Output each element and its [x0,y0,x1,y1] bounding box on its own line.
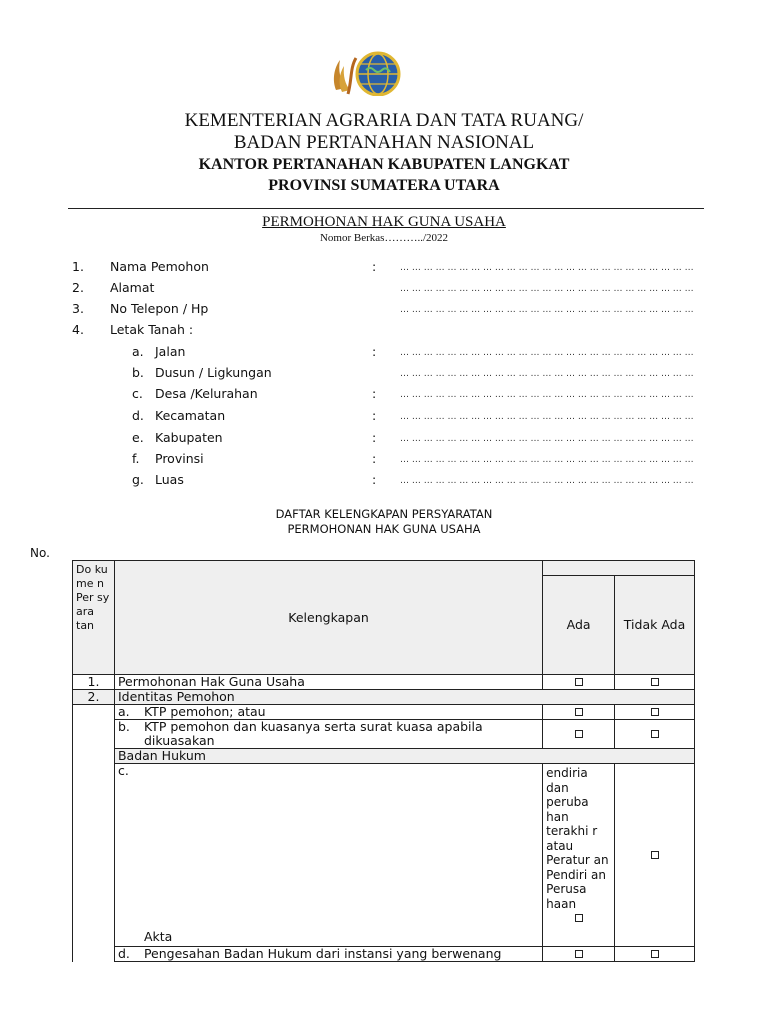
subfield-label: Luas [155,472,184,487]
field-address-input[interactable]: … … … … … … … … … … … … … … … … … … … … … … … … … [400,284,694,294]
field-jalan-input[interactable]: … … … … … … … … … … … … … … … … … … … … … … … … … [400,348,694,358]
header-agency: BADAN PERTANAHAN NASIONAL [233,132,535,153]
row-number-empty [73,705,115,962]
subfield-letter: a. [132,344,144,359]
field-label: No Telepon / Hp [110,301,209,316]
field-label: Alamat [110,280,155,295]
field-kabupaten-input[interactable]: … … … … … … … … … … … … … … … … … … … … … … … … … [400,434,694,444]
checkbox-tidak-ada[interactable] [615,720,695,749]
checkbox-ada[interactable] [543,947,615,962]
row-text: b. KTP pemohon dan kuasanya serta surat kuasa apabila dikuasakan [114,720,542,749]
checklist-title: DAFTAR KELENGKAPAN PERSYARATAN [275,507,493,521]
row-text: c. Akta [114,764,542,947]
field-phone-input[interactable]: … … … … … … … … … … … … … … … … … … … … … … … … … [400,305,694,315]
field-desa-input[interactable]: … … … … … … … … … … … … … … … … … … … … … … … … … [400,390,694,400]
col-header-kelengkapan: Kelengkapan [114,561,542,675]
table-row [73,675,695,690]
table-row [73,764,695,947]
subfield-letter: c. [132,386,143,401]
field-colon: : [372,386,377,401]
checkbox-ada[interactable] [543,720,615,749]
ada-cell-text: endiria dan peruba han terakhi r atau Peratur an Pendiri an Perusa haan [543,764,615,947]
subfield-label: Provinsi [155,451,204,466]
row-text: Identitas Pemohon [114,690,694,705]
subfield-letter: g. [132,472,144,487]
row-text: d. Pengesahan Badan Hukum dari instansi yang berwenang [114,947,542,962]
col-header-doc: Do ku me n Per sy ara tan [73,561,115,675]
table-row [73,720,695,749]
table-row [73,705,695,720]
field-colon: : [372,259,377,274]
checkbox-ada[interactable] [575,914,583,922]
row-number: 1. [73,675,115,690]
subfield-label: Desa /Kelurahan [155,386,258,401]
table-row [73,749,695,764]
checklist-no-label: No. [30,546,50,560]
checkbox-tidak-ada[interactable] [615,764,695,947]
field-colon: : [372,344,377,359]
field-label: Nama Pemohon [110,259,209,274]
row-number: 2. [73,690,115,705]
form-berkas: Nomor Berkas………../2022 [319,232,448,244]
form-title: PERMOHONAN HAK GUNA USAHA [262,214,506,230]
header-divider [68,208,704,209]
subfield-letter: e. [132,430,144,445]
field-colon: : [372,430,377,445]
subfield-letter: d. [132,408,144,423]
subfield-letter: b. [132,365,144,380]
requirements-table [72,560,695,962]
row-text: Permohonan Hak Guna Usaha [114,675,542,690]
field-label: Letak Tanah : [110,322,194,337]
table-row [73,947,695,962]
bpn-logo-icon [330,50,410,96]
header-ministry: KEMENTERIAN AGRARIA DAN TATA RUANG/ [184,110,584,131]
subfield-letter: f. [132,451,140,466]
field-luas-input[interactable]: … … … … … … … … … … … … … … … … … … … … … … … … … [400,476,694,486]
table-row [73,690,695,705]
subfield-label: Jalan [155,344,186,359]
col-header-tidak-ada: Tidak Ada [615,576,695,675]
field-number: 4. [72,322,84,337]
header-province: PROVINSI SUMATERA UTARA [268,177,500,194]
subfield-label: Kecamatan [155,408,226,423]
row-text: a. KTP pemohon; atau [114,705,542,720]
subfield-label: Dusun / Ligkungan [155,365,272,380]
field-number: 1. [72,259,84,274]
header-office: KANTOR PERTANAHAN KABUPATEN LANGKAT [198,156,570,173]
checkbox-tidak-ada[interactable] [615,705,695,720]
field-number: 2. [72,280,84,295]
field-colon: : [372,451,377,466]
subfield-label: Kabupaten [155,430,223,445]
col-header-ada: Ada [543,576,615,675]
checkbox-tidak-ada[interactable] [615,947,695,962]
checkbox-ada[interactable] [543,705,615,720]
col-header-status [543,561,695,576]
checkbox-ada[interactable] [543,675,615,690]
field-colon: : [372,408,377,423]
field-provinsi-input[interactable]: … … … … … … … … … … … … … … … … … … … … … … … … … [400,455,694,465]
field-name-input[interactable]: … … … … … … … … … … … … … … … … … … … … … … … … … [400,263,694,273]
checkbox-tidak-ada[interactable] [615,675,695,690]
field-colon: : [372,472,377,487]
field-kecamatan-input[interactable]: … … … … … … … … … … … … … … … … … … … … … … … … … [400,412,694,422]
field-number: 3. [72,301,84,316]
field-dusun-input[interactable]: … … … … … … … … … … … … … … … … … … … … … … … … … [400,369,694,379]
checklist-subtitle: PERMOHONAN HAK GUNA USAHA [287,522,481,536]
row-text: Badan Hukum [114,749,694,764]
